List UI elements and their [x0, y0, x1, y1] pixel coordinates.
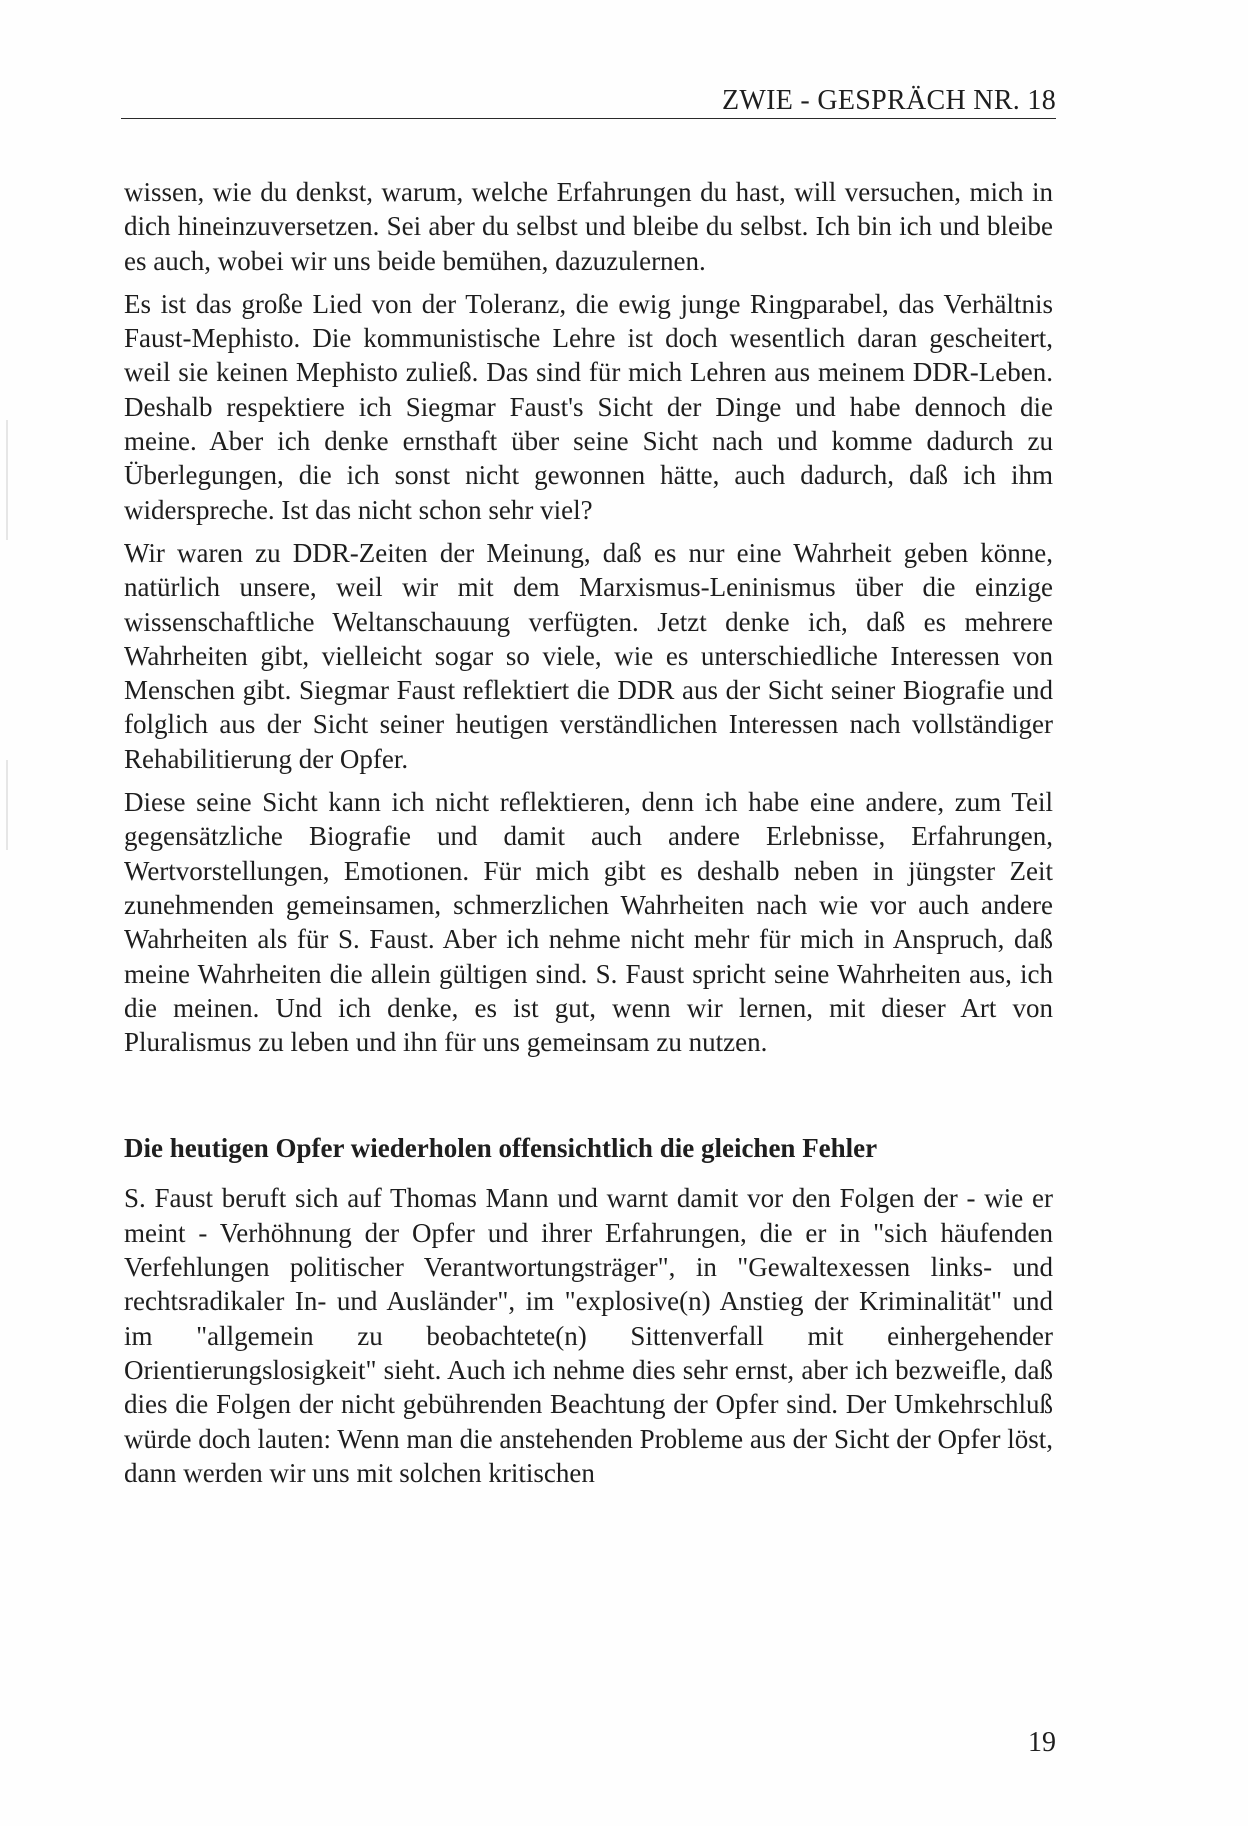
body-text [124, 175, 1053, 1499]
page-number: 19 [1028, 1727, 1056, 1758]
running-header: ZWIE - GESPRÄCH NR. 18 [721, 85, 1056, 116]
section-paragraph: S. Faust beruft sich auf Thomas Mann und warnt damit vor den Folgen der - wie er meint - Verhöhnung der Opfer und ihrer Erfahrungen, die er in "sich häufenden Verfehlungen politischer Verantwortungsträger", in "Gewaltexessen links- und rechtsradikaler In- und Ausländer", im "explosive(n) Anstieg der Kriminalität" und im "allgemein zu beobachtete(n) Sittenverfall mit einhergehender Orientierungslosigkeit" sieht. Auch ich nehme dies sehr ernst, aber ich bezweifle, daß dies die Folgen der nicht gebührenden Beachtung der Opfer sind. Der Umkehrschluß würde doch lauten: Wenn man die anstehenden Probleme aus der Sicht der Opfer löst, dann werden wir uns mit solchen kritischen [124, 1183, 1053, 1488]
paragraph: Wir waren zu DDR-Zeiten der Meinung, daß es nur eine Wahrheit geben könne, natürlich unsere, weil wir mit dem Marxismus-Leninismus über die einzige wissenschaftliche Weltanschauung verfügten. Jetzt denke ich, daß es mehrere Wahrheiten gibt, vielleicht sogar so viele, wie es unterschiedliche Interessen von Menschen gibt. Siegmar Faust reflektiert die DDR aus der Sicht seiner Biografie und folglich aus der Sicht seiner heutigen verständlichen Interessen nach vollständiger Rehabilitierung der Opfer. [124, 537, 1053, 774]
header-rule [121, 118, 1056, 119]
paragraph: wissen, wie du denkst, warum, welche Erfahrungen du hast, will versuchen, mich in dich hineinzuversetzen. Sei aber du selbst und bleibe du selbst. Ich bin ich und bleibe es auch, wobei wir uns beide bemühen, dazuzulernen. [124, 177, 1053, 276]
scan-edge-shadow [6, 760, 8, 850]
paragraph: Diese seine Sicht kann ich nicht reflektieren, denn ich habe eine andere, zum Teil gegensätzliche Biografie und damit auch andere Erlebnisse, Erfahrungen, Wertvorstellungen, Emotionen. Für mich gibt es deshalb neben in jüngster Zeit zunehmenden gemeinsamen, schmerzlichen Wahrheiten nach wie vor auch andere Wahrheiten als für S. Faust. Aber ich nehme nicht mehr für mich in Anspruch, daß meine Wahrheiten die allein gültigen sind. S. Faust spricht seine Wahrheiten aus, ich die meinen. Und ich denke, es ist gut, wenn wir lernen, mit dieser Art von Pluralismus zu leben und ihn für uns gemeinsam zu nutzen. [124, 787, 1053, 1058]
scan-edge-shadow [6, 420, 8, 540]
paragraph: Es ist das große Lied von der Toleranz, die ewig junge Ringparabel, das Verhältnis Faust-Mephisto. Die kommunistische Lehre ist doch wesentlich daran gescheitert, weil sie keinen Mephisto zuließ. Das sind für mich Lehren aus meinem DDR-Leben. Deshalb respektiere ich Siegmar Faust's Sicht der Dinge und habe dennoch die meine. Aber ich denke ernsthaft über seine Sicht nach und komme dadurch zu Überlegungen, die ich sonst nicht gewonnen hätte, auch dadurch, daß ich ihm widerspreche. Ist das nicht schon sehr viel? [124, 288, 1053, 525]
section-heading: Die heutigen Opfer wiederholen offensichtlich die gleichen Fehler [124, 1133, 878, 1164]
